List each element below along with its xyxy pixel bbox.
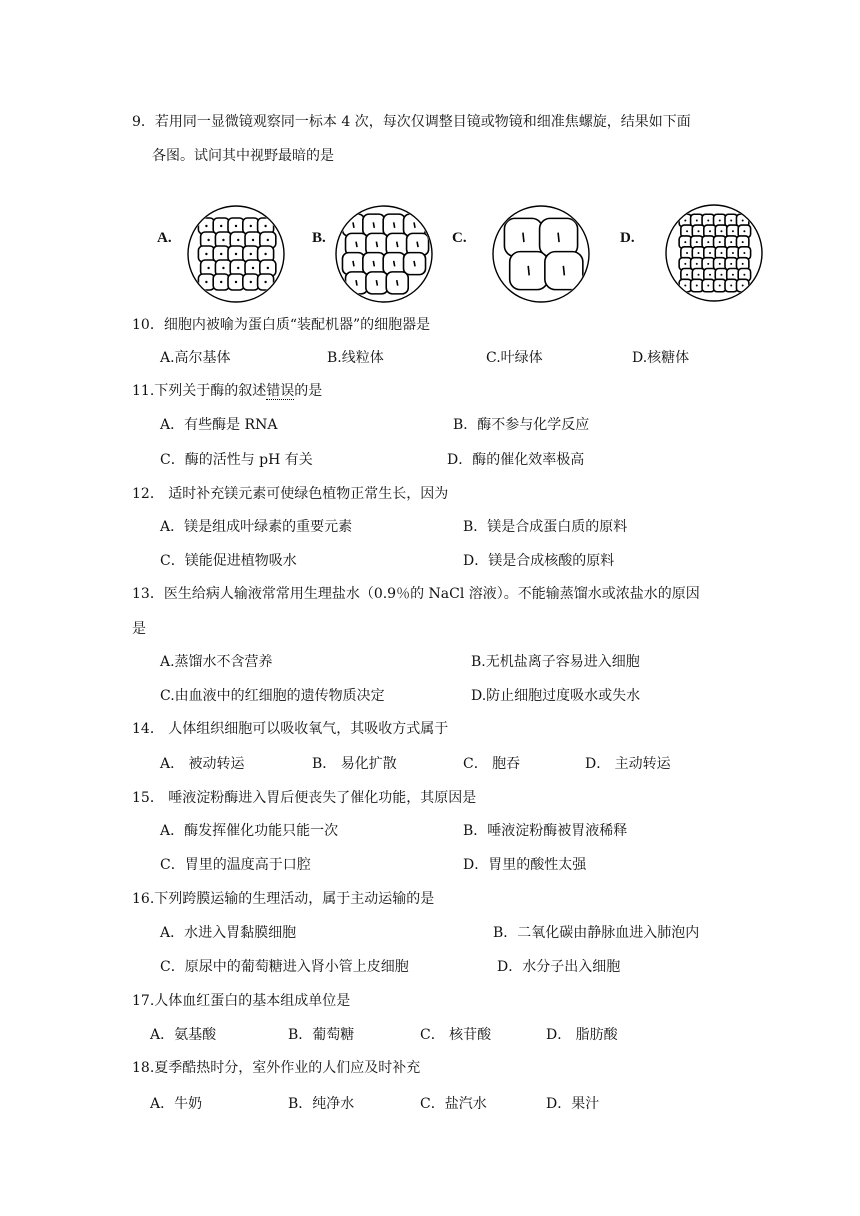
cell-nucleus: [719, 263, 721, 265]
q12-option-a: A．镁是组成叶绿素的重要元素: [160, 519, 353, 535]
q16-option-d: D．水分子出入细胞: [497, 959, 621, 975]
cell-nucleus: [696, 219, 698, 221]
cell-nucleus: [222, 267, 224, 269]
q9-label-b: B.: [312, 230, 326, 246]
q16-option-c: C．原尿中的葡萄糖进入肾小管上皮细胞: [160, 959, 409, 975]
q13-stem-line2: 是: [132, 621, 146, 637]
cell-nucleus: [698, 274, 700, 276]
cell-nucleus: [376, 280, 377, 286]
q15-option-b: B．唾液淀粉酶被胃液稀释: [463, 823, 628, 839]
cell-nucleus: [732, 230, 734, 232]
cell-nucleus: [207, 267, 209, 269]
q14-option-d: D． 主动转运: [585, 756, 671, 772]
q17-option-b: B．葡萄糖: [288, 1027, 355, 1043]
cell-nucleus: [252, 239, 254, 241]
q14-option-c: C． 胞吞: [463, 756, 521, 772]
q9-label-d: D.: [620, 230, 635, 246]
cell-nucleus: [709, 230, 711, 232]
q17-option-d: D． 脂肪酸: [546, 1027, 618, 1043]
q10-option-c: C.叶绿体: [486, 350, 543, 366]
q11-option-d: D．酶的催化效率极高: [447, 452, 585, 468]
q15-stem: 15． 唾液淀粉酶进入胃后便丧失了催化功能，其原因是: [132, 790, 477, 806]
q17-option-c: C． 核苷酸: [420, 1027, 492, 1043]
q18-option-a: A．牛奶: [150, 1096, 203, 1112]
q17-option-a: A．氨基酸: [150, 1027, 217, 1043]
q15-option-c: C．胃里的温度高于口腔: [160, 857, 311, 873]
cell-nucleus: [684, 263, 686, 265]
q18-option-c: C．盐汽水: [420, 1096, 487, 1112]
cell-nucleus: [684, 219, 686, 221]
microscope-field-d: [664, 203, 764, 303]
q17-stem: 17.人体血红蛋白的基本组成单位是: [132, 993, 351, 1009]
cell-nucleus: [205, 225, 207, 227]
cell-nucleus: [353, 222, 354, 228]
cell-nucleus: [237, 267, 239, 269]
q15-option-a: A．酶发挥催化功能只能一次: [160, 823, 339, 839]
q11-stem: [132, 381, 322, 401]
q9-stem-line2: 各图。试问其中视野最暗的是: [152, 148, 334, 164]
q13-option-d: D.防止细胞过度吸水或失水: [471, 688, 641, 704]
cell-nucleus: [264, 225, 266, 227]
q13-option-b: B.无机盐离子容易进入细胞: [471, 654, 640, 670]
cell-nucleus: [356, 242, 357, 248]
cell-nucleus: [686, 274, 688, 276]
cell-nucleus: [719, 219, 721, 221]
cell-nucleus: [730, 219, 732, 221]
cell-nucleus: [696, 241, 698, 243]
cell-nucleus: [207, 239, 209, 241]
cell-nucleus: [235, 281, 237, 283]
cell-nucleus: [376, 242, 377, 248]
cell-nucleus: [709, 252, 711, 254]
cell-nucleus: [743, 252, 745, 254]
cell-nucleus: [743, 230, 745, 232]
cell-nucleus: [220, 281, 222, 283]
q11-option-b: B．酶不参与化学反应: [453, 417, 590, 433]
microscope-field-b: [334, 204, 434, 304]
cell-nucleus: [353, 261, 354, 267]
q13-option-a: A.蒸馏水不含营养: [160, 654, 273, 670]
q10-option-d: D.核糖体: [632, 350, 690, 366]
cell-nucleus: [719, 241, 721, 243]
cell-nucleus: [684, 285, 686, 287]
q10-stem: 10．细胞内被喻为蛋白质“装配机器”的细胞器是: [132, 317, 431, 333]
cell-nucleus: [267, 239, 269, 241]
cell-nucleus: [394, 261, 395, 267]
q16-stem: 16.下列跨膜运输的生理活动，属于主动运输的是: [132, 891, 435, 907]
q12-option-c: C．镁能促进植物吸水: [160, 553, 297, 569]
cell-nucleus: [720, 252, 722, 254]
cell-nucleus: [373, 222, 374, 228]
cell-nucleus: [742, 241, 744, 243]
cell-nucleus: [698, 230, 700, 232]
cell-nucleus: [417, 242, 418, 248]
cell-nucleus: [742, 285, 744, 287]
q13-stem-line1: 13．医生给病人输液常常用生理盐水（0.9％的 NaCl 溶液）。不能输蒸馏水或浓盐水的原因: [132, 586, 700, 602]
q11-option-a: A．有些酶是 RNA: [160, 417, 278, 433]
q10-option-b: B.线粒体: [327, 350, 384, 366]
q11-stem-pre: 11.下列关于酶的叙述: [132, 383, 267, 399]
q18-stem: 18.夏季酷热时分，室外作业的人们应及时补充: [132, 1060, 421, 1076]
cell-nucleus: [237, 239, 239, 241]
cell-nucleus: [528, 266, 529, 276]
cell-nucleus: [730, 285, 732, 287]
cell-nucleus: [356, 280, 357, 286]
q14-option-b: B． 易化扩散: [312, 756, 397, 772]
cell-nucleus: [684, 241, 686, 243]
cell-nucleus: [719, 285, 721, 287]
cell-nucleus: [743, 274, 745, 276]
cell-nucleus: [686, 230, 688, 232]
cell-nucleus: [267, 267, 269, 269]
cell-nucleus: [707, 263, 709, 265]
cell-nucleus: [397, 280, 398, 286]
microscope-field-c: [491, 204, 591, 304]
q18-option-d: D．果汁: [546, 1096, 600, 1112]
cell-nucleus: [264, 253, 266, 255]
q15-option-d: D．胃里的酸性太强: [463, 857, 587, 873]
cell-nucleus: [220, 253, 222, 255]
cell-nucleus: [707, 285, 709, 287]
microscope-field-a: [186, 204, 286, 304]
cell-nucleus: [732, 274, 734, 276]
q9-stem-line1: 9．若用同一显微镜观察同一标本 4 次，每次仅调整目镜或物镜和细准焦螺旋，结果如下面: [132, 114, 691, 130]
cell-nucleus: [205, 253, 207, 255]
cell-nucleus: [730, 263, 732, 265]
q9-label-c: C.: [452, 230, 467, 246]
cell-nucleus: [235, 225, 237, 227]
q12-option-b: B．镁是合成蛋白质的原料: [463, 519, 628, 535]
cell-nucleus: [250, 253, 252, 255]
q11-option-c: C．酶的活性与 pH 有关: [160, 452, 313, 468]
q9-label-a: A.: [157, 230, 172, 246]
cell-nucleus: [414, 261, 415, 267]
cell-nucleus: [414, 222, 415, 228]
cell-nucleus: [252, 267, 254, 269]
cell-nucleus: [523, 233, 524, 243]
q14-option-a: A． 被动转运: [160, 756, 245, 772]
cell-nucleus: [732, 252, 734, 254]
q16-option-b: B．二氧化碳由静脉血进入肺泡内: [493, 925, 700, 941]
cell-nucleus: [373, 261, 374, 267]
cell-nucleus: [205, 281, 207, 283]
cell-nucleus: [698, 252, 700, 254]
cell-nucleus: [686, 252, 688, 254]
cell-nucleus: [397, 242, 398, 248]
cell-nucleus: [222, 239, 224, 241]
cell-nucleus: [220, 225, 222, 227]
cell-nucleus: [742, 219, 744, 221]
q10-option-a: A.高尔基体: [160, 350, 231, 366]
cell-nucleus: [720, 230, 722, 232]
cell-nucleus: [264, 281, 266, 283]
cell-nucleus: [394, 222, 395, 228]
cell-nucleus: [709, 274, 711, 276]
cell-nucleus: [558, 233, 559, 243]
cell-nucleus: [696, 263, 698, 265]
cell-nucleus: [730, 241, 732, 243]
q13-option-c: C.由血液中的红细胞的遗传物质决定: [160, 688, 385, 704]
q11-stem-post: 的是: [294, 383, 323, 399]
cell-nucleus: [235, 253, 237, 255]
q18-option-b: B．纯净水: [288, 1096, 355, 1112]
cell-nucleus: [563, 266, 564, 276]
cell-nucleus: [720, 274, 722, 276]
cell-nucleus: [696, 285, 698, 287]
cell-nucleus: [707, 241, 709, 243]
cell-nucleus: [250, 225, 252, 227]
q16-option-a: A．水进入胃黏膜细胞: [160, 925, 297, 941]
q11-stem-emphasis: 错误: [266, 383, 295, 399]
q12-stem: 12． 适时补充镁元素可使绿色植物正常生长，因为: [132, 486, 449, 502]
q14-stem: 14． 人体组织细胞可以吸收氧气，其吸收方式属于: [132, 721, 449, 737]
q12-option-d: D．镁是合成核酸的原料: [463, 553, 615, 569]
cell-nucleus: [707, 219, 709, 221]
cell-nucleus: [742, 263, 744, 265]
cell-nucleus: [250, 281, 252, 283]
